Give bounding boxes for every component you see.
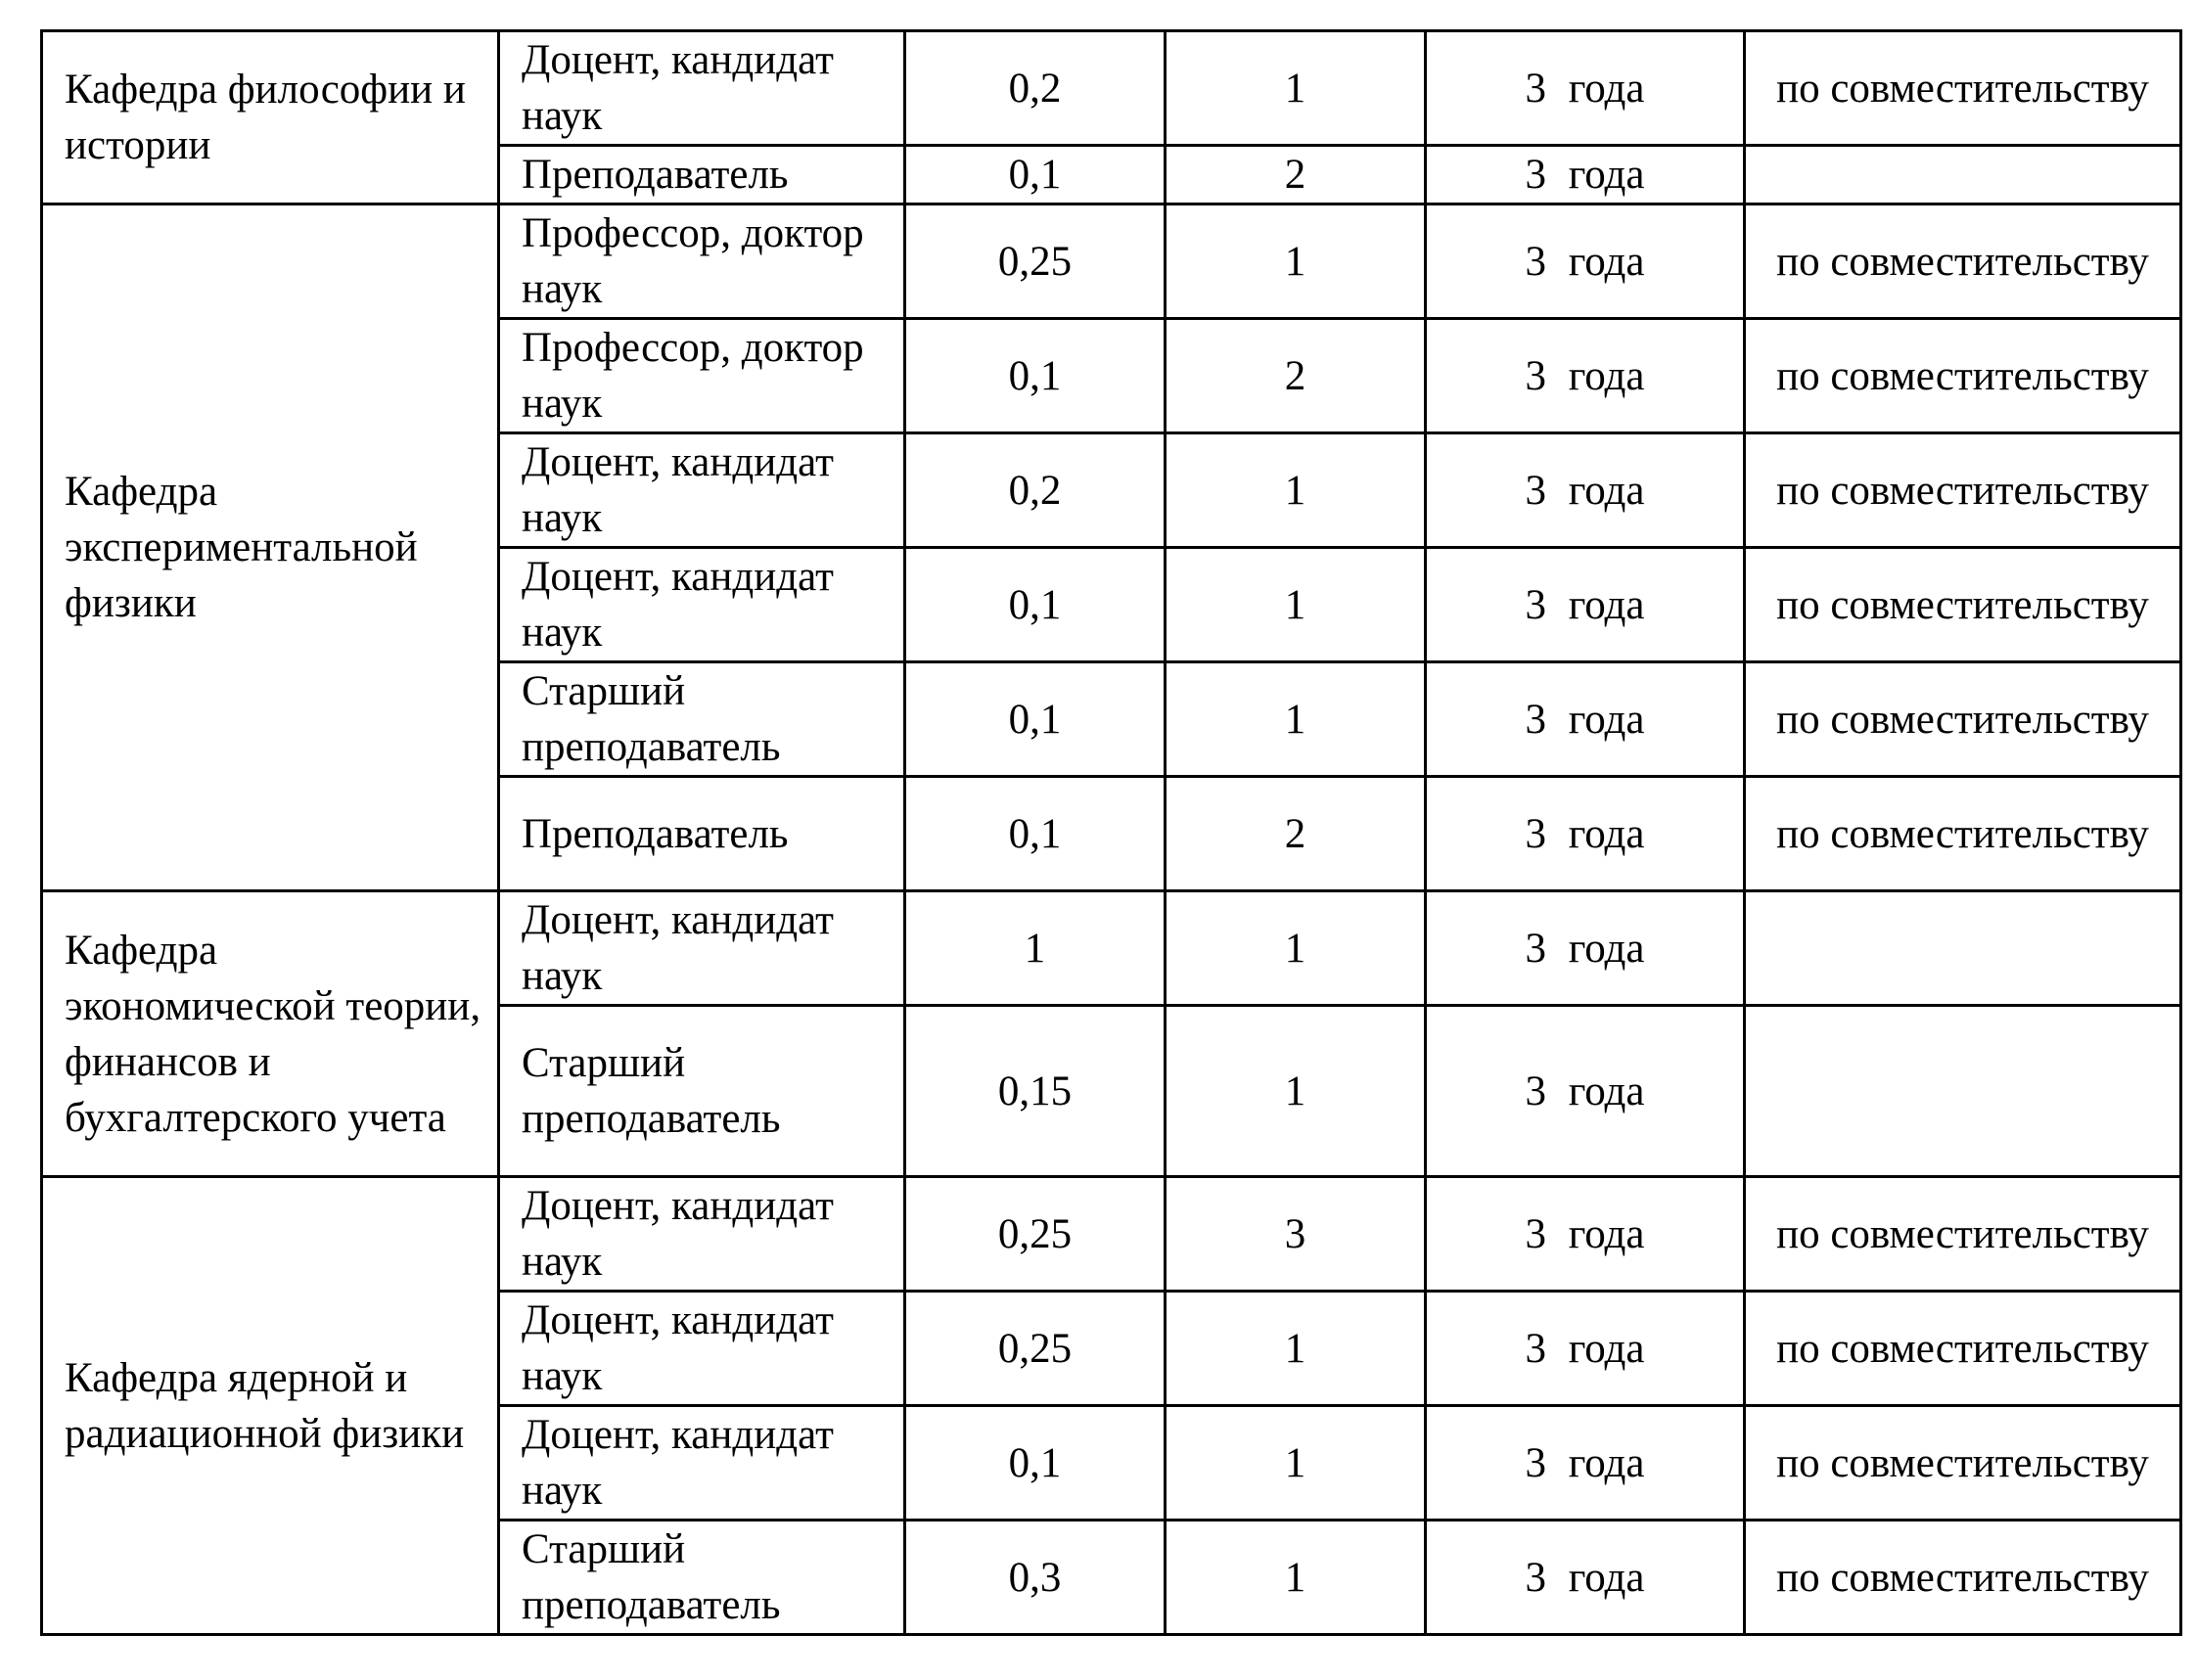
- count-cell: 1: [1166, 891, 1426, 1006]
- position-cell: Доцент, кандидат наук: [499, 433, 905, 548]
- count-cell: 1: [1166, 1406, 1426, 1521]
- position-cell: Доцент, кандидат наук: [499, 891, 905, 1006]
- position-cell: Профессор, доктор наук: [499, 204, 905, 319]
- note-cell: по совместительству: [1745, 1406, 2181, 1521]
- department-cell: Кафедра экспериментальной физики: [42, 204, 499, 891]
- count-cell: 1: [1166, 548, 1426, 662]
- note-cell: по совместительству: [1745, 548, 2181, 662]
- position-cell: Старший преподаватель: [499, 1006, 905, 1177]
- position-cell: Доцент, кандидат наук: [499, 31, 905, 146]
- table-row: [42, 891, 2181, 1006]
- position-cell: Доцент, кандидат наук: [499, 1292, 905, 1406]
- note-cell: по совместительству: [1745, 1177, 2181, 1292]
- rate-cell: 0,25: [905, 1177, 1166, 1292]
- note-cell: [1745, 146, 2181, 204]
- term-cell: 3 года: [1426, 1406, 1745, 1521]
- rate-cell: 0,2: [905, 31, 1166, 146]
- rate-cell: 1: [905, 891, 1166, 1006]
- position-cell: Старший преподаватель: [499, 1521, 905, 1635]
- count-cell: 2: [1166, 319, 1426, 433]
- rate-cell: 0,2: [905, 433, 1166, 548]
- rate-cell: 0,25: [905, 204, 1166, 319]
- note-cell: по совместительству: [1745, 1292, 2181, 1406]
- count-cell: 2: [1166, 146, 1426, 204]
- term-cell: 3 года: [1426, 433, 1745, 548]
- rate-cell: 0,25: [905, 1292, 1166, 1406]
- note-cell: по совместительству: [1745, 319, 2181, 433]
- table-row: [42, 1177, 2181, 1292]
- term-cell: 3 года: [1426, 1006, 1745, 1177]
- department-cell: Кафедра экономической теории, финансов и бухгалтерского учета: [42, 891, 499, 1177]
- term-cell: 3 года: [1426, 319, 1745, 433]
- rate-cell: 0,1: [905, 1406, 1166, 1521]
- note-cell: по совместительству: [1745, 433, 2181, 548]
- position-cell: Доцент, кандидат наук: [499, 1177, 905, 1292]
- term-cell: 3 года: [1426, 204, 1745, 319]
- position-cell: Доцент, кандидат наук: [499, 1406, 905, 1521]
- rate-cell: 0,1: [905, 662, 1166, 777]
- term-cell: 3 года: [1426, 777, 1745, 891]
- rate-cell: 0,3: [905, 1521, 1166, 1635]
- rate-cell: 0,1: [905, 777, 1166, 891]
- department-cell: Кафедра ядерной и радиационной физики: [42, 1177, 499, 1635]
- count-cell: 1: [1166, 1521, 1426, 1635]
- rate-cell: 0,1: [905, 146, 1166, 204]
- note-cell: по совместительству: [1745, 31, 2181, 146]
- term-cell: 3 года: [1426, 1177, 1745, 1292]
- term-cell: 3 года: [1426, 662, 1745, 777]
- table-row: [42, 31, 2181, 146]
- vacancies-table: [40, 29, 2182, 1636]
- count-cell: 1: [1166, 433, 1426, 548]
- count-cell: 1: [1166, 662, 1426, 777]
- position-cell: Старший преподаватель: [499, 662, 905, 777]
- note-cell: по совместительству: [1745, 204, 2181, 319]
- count-cell: 1: [1166, 31, 1426, 146]
- count-cell: 2: [1166, 777, 1426, 891]
- count-cell: 1: [1166, 204, 1426, 319]
- note-cell: [1745, 891, 2181, 1006]
- position-cell: Преподаватель: [499, 146, 905, 204]
- position-cell: Доцент, кандидат наук: [499, 548, 905, 662]
- term-cell: 3 года: [1426, 146, 1745, 204]
- rate-cell: 0,1: [905, 548, 1166, 662]
- term-cell: 3 года: [1426, 1292, 1745, 1406]
- rate-cell: 0,15: [905, 1006, 1166, 1177]
- note-cell: по совместительству: [1745, 1521, 2181, 1635]
- note-cell: по совместительству: [1745, 777, 2181, 891]
- term-cell: 3 года: [1426, 891, 1745, 1006]
- department-cell: Кафедра философии и истории: [42, 31, 499, 204]
- note-cell: [1745, 1006, 2181, 1177]
- table-row: [42, 204, 2181, 319]
- term-cell: 3 года: [1426, 31, 1745, 146]
- term-cell: 3 года: [1426, 1521, 1745, 1635]
- rate-cell: 0,1: [905, 319, 1166, 433]
- position-cell: Преподаватель: [499, 777, 905, 891]
- note-cell: по совместительству: [1745, 662, 2181, 777]
- count-cell: 1: [1166, 1292, 1426, 1406]
- count-cell: 3: [1166, 1177, 1426, 1292]
- term-cell: 3 года: [1426, 548, 1745, 662]
- count-cell: 1: [1166, 1006, 1426, 1177]
- position-cell: Профессор, доктор наук: [499, 319, 905, 433]
